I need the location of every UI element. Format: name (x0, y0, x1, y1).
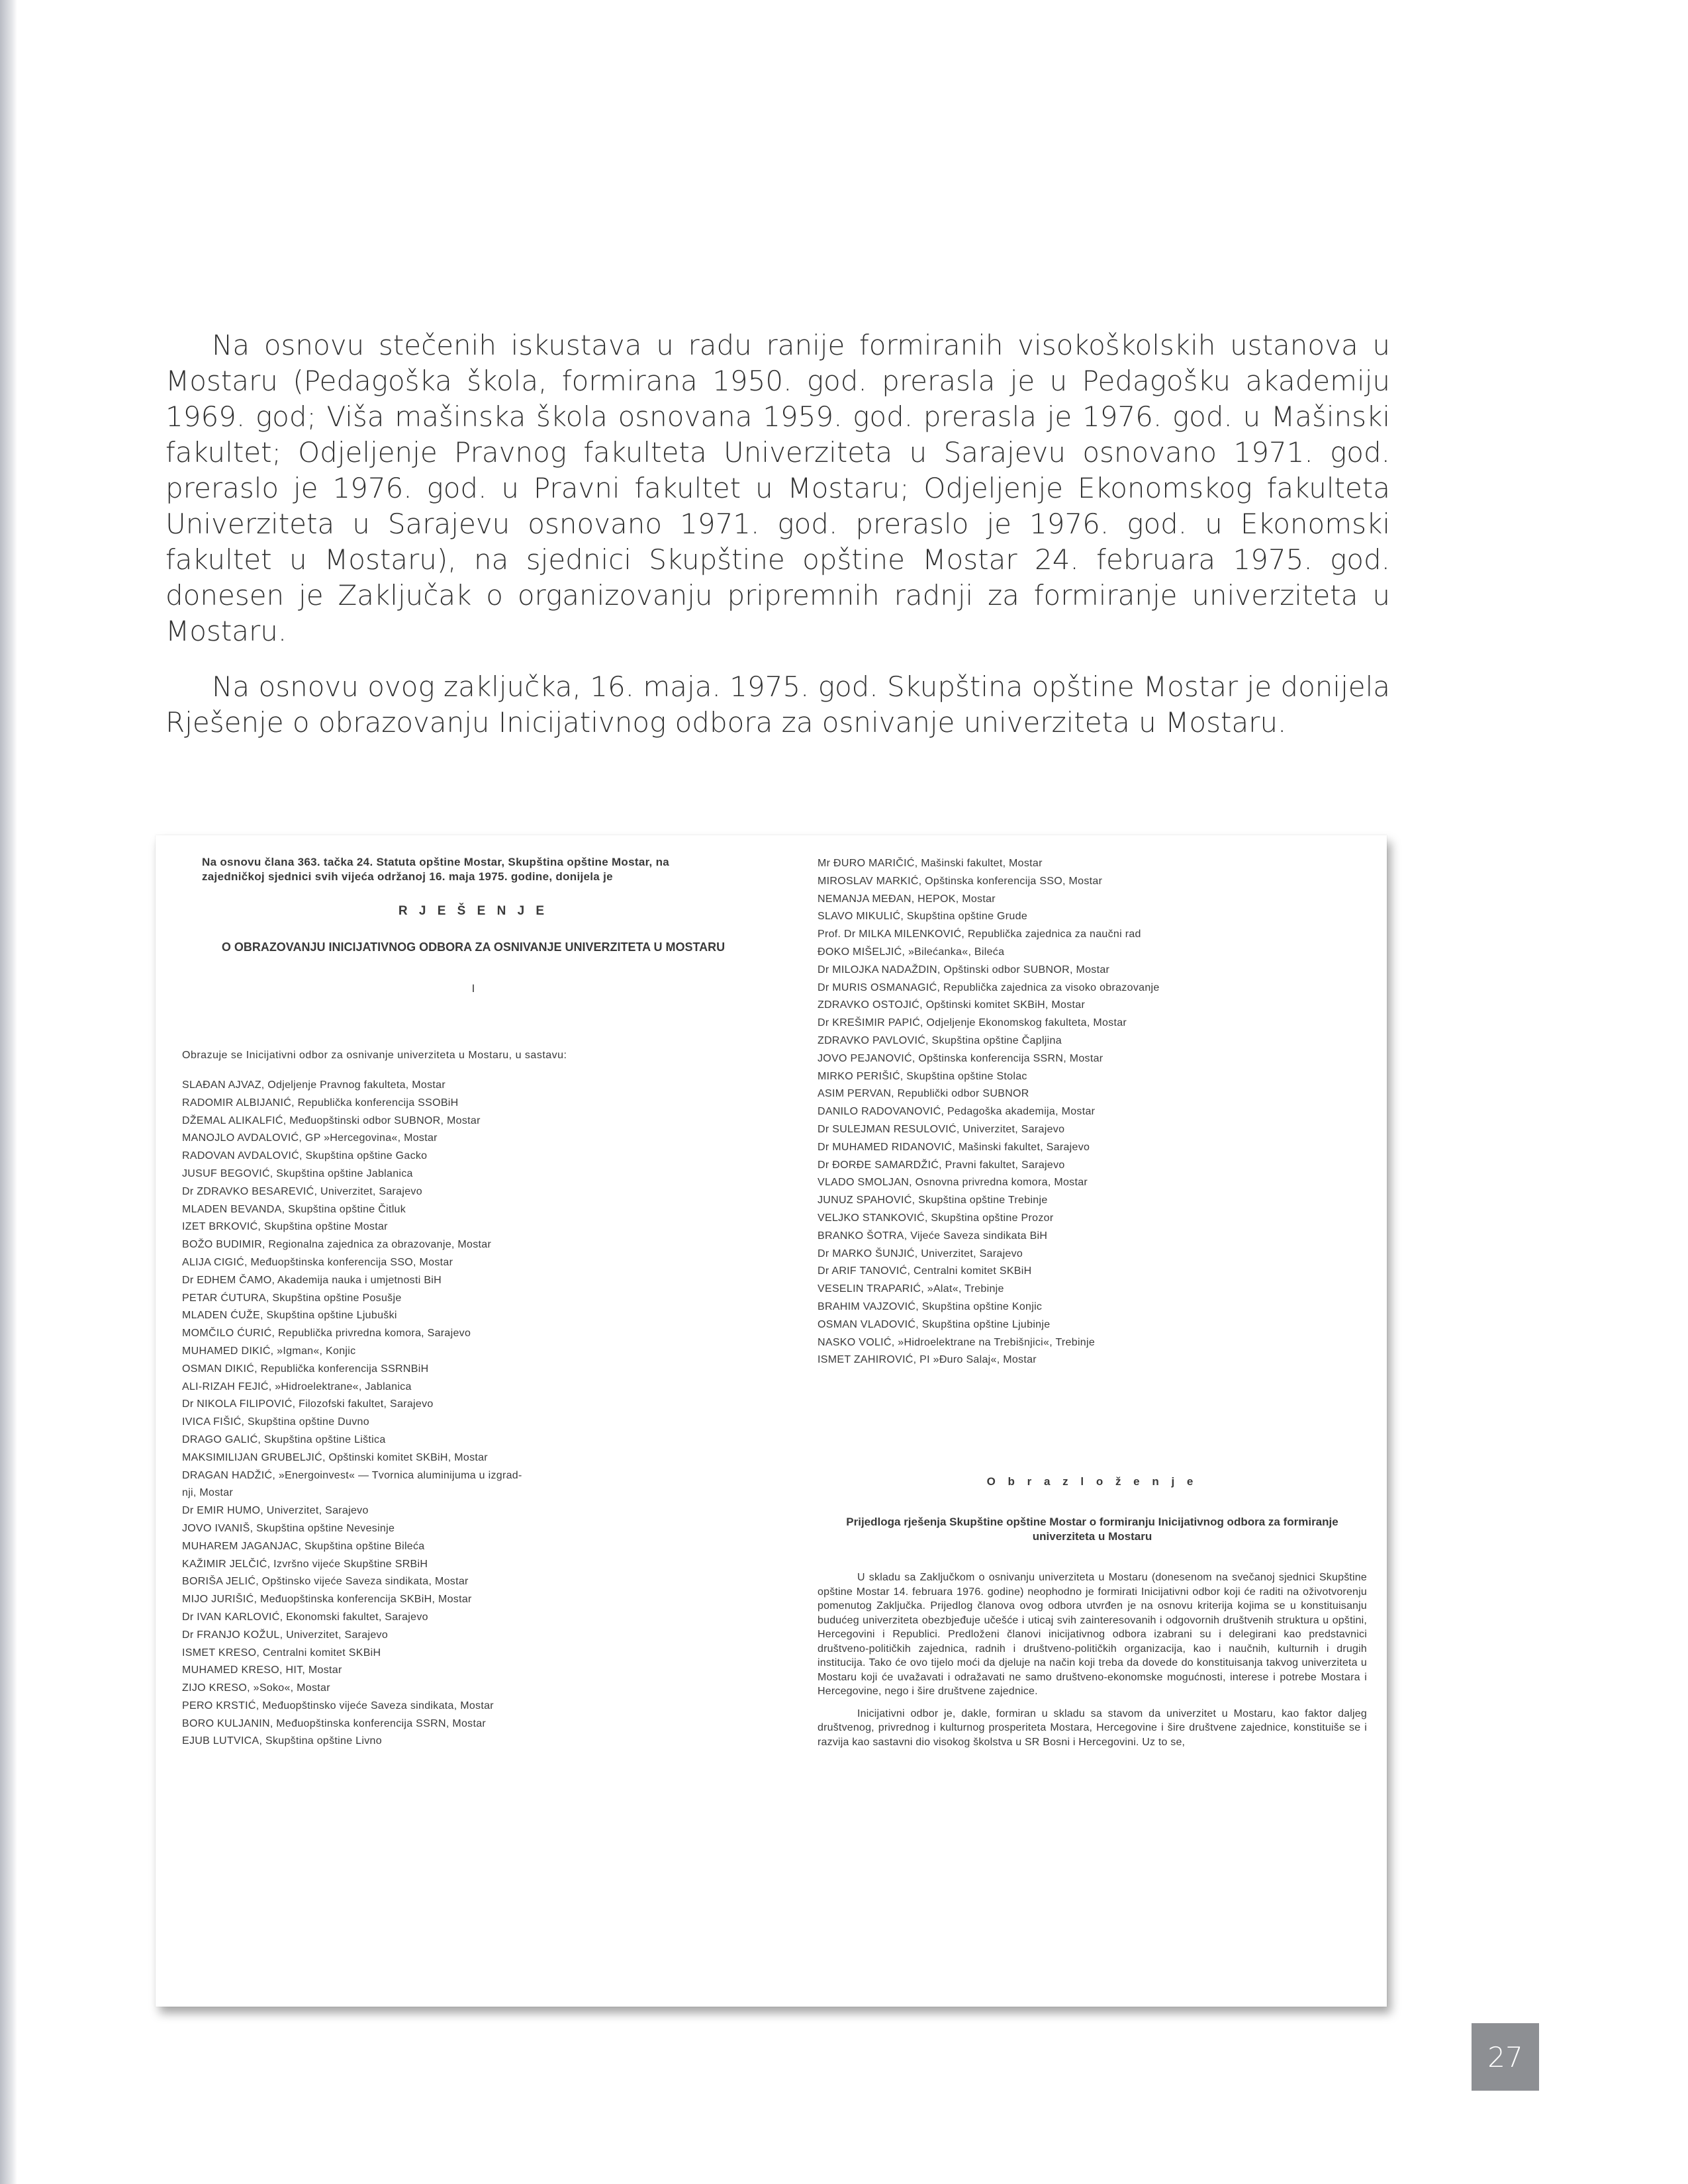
member-entry: BRAHIM VAJZOVIĆ, Skupština opštine Konjic (818, 1300, 1043, 1312)
document-left-column (182, 855, 765, 1751)
member-entry: BRANKO ŠOTRA, Vijeće Saveza sindikata BiH (818, 1230, 1048, 1242)
resolution-heading: R J E Š E N J E (398, 904, 549, 918)
member-entry: EJUB LUTVICA, Skupština opštine Livno (182, 1735, 382, 1747)
member-entry: nji, Mostar (182, 1487, 234, 1499)
member-entry: BOŽO BUDIMIR, Regionalna zajednica za obrazovanje, Mostar (182, 1239, 492, 1251)
member-entry: DRAGAN HADŽIĆ, »Energoinvest« — Tvornica aluminijuma u izgrad- (182, 1469, 522, 1481)
member-entry: ZDRAVKO PAVLOVIĆ, Skupština opštine Čapljina (818, 1034, 1062, 1046)
explanation-paragraph-1: U skladu sa Zaključkom o osnivanju univerziteta u Mostaru (donesenom na svečanoj sjednici Skupštine opštine Mostar 14. februara 1976. godine) neophodno je formirati Inicijativni odbor koji će raditi na oživotvorenju pomenutog Zaključka. Prijedlog članova ovog odbora utvrđen je na osnovu kriterija kojima se u konstituisanju budućeg univerziteta obezbjeđuje učešće i uticaj svih zainteresovanih i odgovornih društvenih struktura u opštini, Hercegovini i Republici. Predloženi članovi inicijativnog odbora izabrani su i delegirani kao predstavnici društveno-političkih zajednica, radnih i društveno-političkih organizacija, kao i naučnih, kulturnih i drugih institucija. Tako će ovo tijelo moći da djeluje na način koji treba da dovede do konstituisanja takvog univerziteta u Mostaru koji će uvažavati i odražavati ne samo društveno-ekonomske mogućnosti, interese i potrebe Mostara i Hercegovine, nego i šire društvene zajednice. (818, 1572, 1367, 1698)
member-entry: JOVO IVANIŠ, Skupština opštine Nevesinje (182, 1522, 395, 1534)
member-list-left (182, 1077, 765, 1751)
member-entry: PERO KRSTIĆ, Međuopštinsko vijeće Saveza sindikata, Mostar (182, 1700, 494, 1711)
member-entry: MOMČILO ĆURIĆ, Republička privredna komora, Sarajevo (182, 1328, 471, 1340)
member-entry: MANOJLO AVDALOVIĆ, GP »Hercegovina«, Mostar (182, 1132, 438, 1144)
member-entry: KAŽIMIR JELČIĆ, Izvršno vijeće Skupštine SRBiH (182, 1558, 428, 1570)
member-entry: Dr MILOJKA NADAŽDIN, Opštinski odbor SUBNOR, Mostar (818, 964, 1110, 976)
composition-intro: Obrazuje se Inicijativni odbor za osnivanje univerziteta u Mostaru, u sastavu: (182, 1050, 567, 1061)
member-entry: Dr SULEJMAN RESULOVIĆ, Univerzitet, Sarajevo (818, 1123, 1065, 1135)
member-entry: VLADO SMOLJAN, Osnovna privredna komora, Mostar (818, 1177, 1088, 1189)
member-entry: IVICA FIŠIĆ, Skupština opštine Duvno (182, 1416, 369, 1428)
member-entry: Dr KREŠIMIR PAPIĆ, Odjeljenje Ekonomskog fakulteta, Mostar (818, 1017, 1127, 1029)
member-entry: ISMET KRESO, Centralni komitet SKBiH (182, 1647, 381, 1659)
member-entry: Dr EMIR HUMO, Univerzitet, Sarajevo (182, 1505, 369, 1517)
document-right-column (818, 855, 1367, 1757)
member-entry: MAKSIMILIJAN GRUBELJIĆ, Opštinski komitet SKBiH, Mostar (182, 1451, 488, 1463)
member-list-right (818, 855, 1367, 1369)
section-numeral: I (471, 982, 475, 995)
member-entry: ZDRAVKO OSTOJIĆ, Opštinski komitet SKBiH, Mostar (818, 999, 1086, 1011)
member-entry: ZIJO KRESO, »Soko«, Mostar (182, 1682, 330, 1694)
member-entry: RADOVAN AVDALOVIĆ, Skupština opštine Gacko (182, 1150, 428, 1162)
member-entry: Dr NIKOLA FILIPOVIĆ, Filozofski fakultet, Sarajevo (182, 1398, 434, 1410)
member-entry: BORIŠA JELIĆ, Opštinsko vijeće Saveza sindikata, Mostar (182, 1576, 469, 1588)
member-entry: ALIJA CIGIĆ, Međuopštinska konferencija SSO, Mostar (182, 1256, 453, 1268)
member-entry: VESELIN TRAPARIĆ, »Alat«, Trebinje (818, 1283, 1004, 1295)
member-entry: MIJO JURIŠIĆ, Međuopštinska konferencija SKBiH, Mostar (182, 1594, 472, 1606)
member-entry: Dr ĐORĐE SAMARDŽIĆ, Pravni fakultet, Sarajevo (818, 1159, 1065, 1171)
document-preamble: Na osnovu člana 363. tačka 24. Statuta opštine Mostar, Skupština opštine Mostar, na zajedničkoj sjednici svih vijeća održanoj 16. maja 1975. godine, donijela je (202, 856, 670, 883)
member-entry: JOVO PEJANOVIĆ, Opštinska konferencija SSRN, Mostar (818, 1052, 1103, 1064)
explanation-paragraph-2: Inicijativni odbor je, dakle, formiran u skladu sa stavom da univerzitet u Mostaru, kao faktor daljeg društvenog, privrednog i kulturnog prosperiteta Mostara, Hercegovine i šire društvene zajednice, konstituiše se i razvija kao sastavni dio visokog školstva u SR Bosni i Hercegovini. Uz to se, (818, 1707, 1367, 1748)
member-entry: PETAR ĆUTURA, Skupština opštine Posušje (182, 1292, 402, 1304)
member-entry: Dr ZDRAVKO BESAREVIĆ, Univerzitet, Sarajevo (182, 1185, 422, 1197)
member-entry: Dr MARKO ŠUNJIĆ, Univerzitet, Sarajevo (818, 1248, 1023, 1259)
member-entry: OSMAN DIKIĆ, Republička konferencija SSRNBiH (182, 1363, 429, 1375)
explanation-subject: Prijedloga rješenja Skupštine opštine Mostar o formiranju Inicijativnog odbora za formiranje univerziteta u Mostaru (846, 1516, 1338, 1543)
member-entry: NASKO VOLIĆ, »Hidroelektrane na Trebišnjici«, Trebinje (818, 1336, 1096, 1348)
member-entry: DANILO RADOVANOVIĆ, Pedagoška akademija, Mostar (818, 1106, 1096, 1118)
member-entry: ALI-RIZAH FEJIĆ, »Hidroelektrane«, Jablanica (182, 1381, 412, 1392)
historical-document-scan (156, 835, 1387, 2007)
explanation-heading: O b r a z l o ž e n j e (986, 1475, 1198, 1488)
resolution-subject: O OBRAZOVANJU INICIJATIVNOG ODBORA ZA OSNIVANJE UNIVERZITETA U MOSTARU (221, 940, 726, 954)
member-entry: JUSUF BEGOVIĆ, Skupština opštine Jablanica (182, 1167, 413, 1179)
member-entry: MUHAMED KRESO, HIT, Mostar (182, 1664, 342, 1676)
member-entry: Mr ĐURO MARIČIĆ, Mašinski fakultet, Mostar (818, 858, 1043, 869)
member-entry: MLADEN ĆUŽE, Skupština opštine Ljubuški (182, 1310, 397, 1322)
member-entry: MUHAMED DIKIĆ, »Igman«, Konjic (182, 1345, 356, 1357)
member-entry: VELJKO STANKOVIĆ, Skupština opštine Prozor (818, 1212, 1054, 1224)
scan-binding-shadow (0, 0, 17, 2184)
member-entry: Dr FRANJO KOŽUL, Univerzitet, Sarajevo (182, 1629, 389, 1641)
member-entry: Dr IVAN KARLOVIĆ, Ekonomski fakultet, Sarajevo (182, 1611, 428, 1623)
member-entry: SLAVO MIKULIĆ, Skupština opštine Grude (818, 911, 1028, 923)
intro-paragraph-2: Na osnovu ovog zaključka, 16. maja. 1975. god. Skupština opštine Mostar je donijela Rješenje o obrazovanju Inicijativnog odbora za osnivanje univerziteta u Mostaru. (165, 670, 1390, 739)
member-entry: Dr EDHEM ČAMO, Akademija nauka i umjetnosti BiH (182, 1274, 442, 1286)
intro-paragraph-1: Na osnovu stečenih iskustava u radu ranije formiranih visokoškolskih ustanova u Mostaru (Pedagoška škola, formirana 1950. god. prerasla je u Pedagošku akademiju 1969. god; Viša mašinska škola osnovana 1959. god. prerasla je 1976. god. u Mašinski fakultet; Odjeljenje Pravnog fakulteta Univerziteta u Sarajevu osnovano 1971. god. preraslo je 1976. god. u Pravni fakultet u Mostaru; Odjeljenje Ekonomskog fakulteta Univerziteta u Sarajevu osnovano 1971. god. preraslo je 1976. god. u Ekonomski fakultet u Mostaru), na sjednici Skupštine opštine Mostar 24. februara 1975. god. donesen je Zaključak o organizovanju pripremnih radnji za formiranje univerziteta u Mostaru. (165, 329, 1390, 647)
member-entry: MUHAREM JAGANJAC, Skupština opštine Bileća (182, 1540, 425, 1552)
member-entry: ISMET ZAHIROVIĆ, PI »Đuro Salaj«, Mostar (818, 1354, 1037, 1366)
member-entry: BORO KULJANIN, Međuopštinska konferencija SSRN, Mostar (182, 1717, 487, 1729)
member-entry: Dr MURIS OSMANAGIĆ, Republička zajednica za visoko obrazovanje (818, 981, 1160, 993)
member-entry: NEMANJA MEĐAN, HEPOK, Mostar (818, 893, 996, 905)
member-entry: DRAGO GALIĆ, Skupština opštine Lištica (182, 1433, 386, 1445)
member-entry: Dr MUHAMED RIDANOVIĆ, Mašinski fakultet, Sarajevo (818, 1141, 1090, 1153)
member-entry: Prof. Dr MILKA MILENKOVIĆ, Republička zajednica za naučni rad (818, 929, 1141, 940)
member-entry: ASIM PERVAN, Republički odbor SUBNOR (818, 1088, 1029, 1100)
member-entry: DŽEMAL ALIKALFIĆ, Međuopštinski odbor SUBNOR, Mostar (182, 1115, 481, 1126)
member-entry: OSMAN VLADOVIĆ, Skupština opštine Ljubinje (818, 1318, 1051, 1330)
member-entry: SLAĐAN AJVAZ, Odjeljenje Pravnog fakulteta, Mostar (182, 1079, 445, 1091)
member-entry: MLADEN BEVANDA, Skupština opštine Čitluk (182, 1203, 406, 1215)
page-number: 27 (1472, 2023, 1539, 2091)
member-entry: IZET BRKOVIĆ, Skupština opštine Mostar (182, 1221, 388, 1233)
intro-text (165, 328, 1390, 760)
member-entry: JUNUZ SPAHOVIĆ, Skupština opštine Trebinje (818, 1195, 1048, 1206)
member-entry: MIROSLAV MARKIĆ, Opštinska konferencija SSO, Mostar (818, 875, 1103, 887)
member-entry: Dr ARIF TANOVIĆ, Centralni komitet SKBiH (818, 1265, 1032, 1277)
member-entry: MIRKO PERIŠIĆ, Skupština opštine Stolac (818, 1070, 1027, 1082)
member-entry: RADOMIR ALBIJANIĆ, Republička konferencija SSOBiH (182, 1097, 459, 1109)
member-entry: ĐOKO MIŠELJIĆ, »Bilećanka«, Bileća (818, 946, 1005, 958)
